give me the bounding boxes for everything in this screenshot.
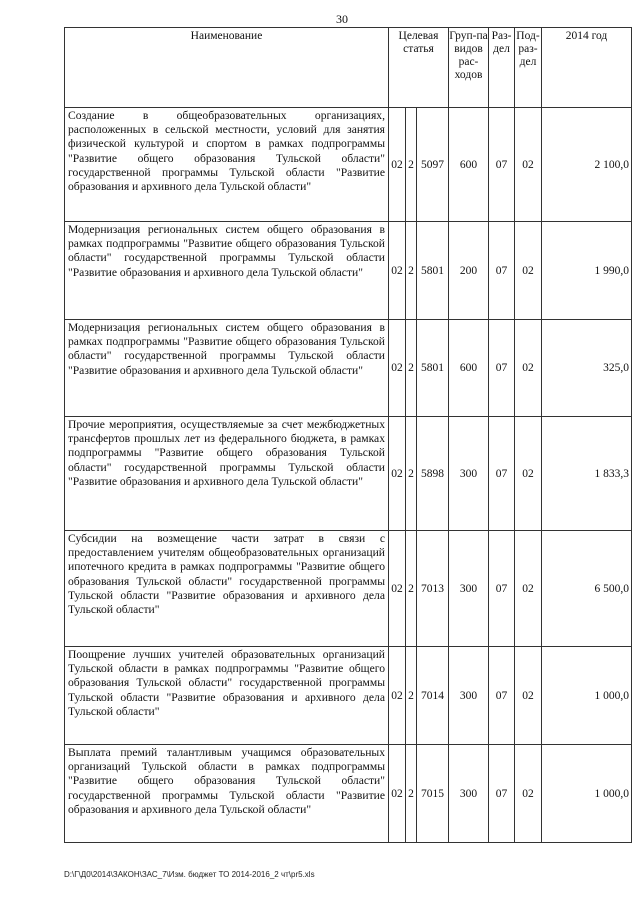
row-subsection: 02 [515,531,542,647]
row-subsection: 02 [515,745,542,843]
row-subsection: 02 [515,417,542,531]
row-expense-group: 200 [449,222,489,320]
header-subsection: Под-раз-дел [515,28,542,108]
row-cs-subprogram: 2 [406,417,417,531]
row-cs-subprogram: 2 [406,745,417,843]
row-subsection: 02 [515,222,542,320]
row-subsection: 02 [515,320,542,417]
row-name: Создание в общеобразовательных организациях, расположенных в сельской местности, условий для занятия физической культурой и спортом в рамках подпрограммы "Развитие общего образования Тульской области" государственной программы Тульской области "Развитие образования и архивного дела Тульской области" [65,108,389,222]
row-cs-program: 02 [389,222,406,320]
row-cs-program: 02 [389,531,406,647]
page-number: 30 [336,12,348,26]
row-name: Поощрение лучших учителей образовательных организаций Тульской области в рамках подпрограммы "Развитие общего образования Тульской области" государственной программы Тульской области "Развитие образования и архивного дела Тульской области" [65,647,389,745]
row-cs-code: 7015 [417,745,449,843]
header-section: Раз-дел [489,28,515,108]
row-cs-code: 7014 [417,647,449,745]
header-expense-group: Груп-па видов рас-ходов [449,28,489,108]
row-section: 07 [489,417,515,531]
table-row [65,417,632,531]
row-name: Модернизация региональных систем общего образования в рамках подпрограммы "Развитие общего образования Тульской области" государственной программы Тульской области "Развитие образования и архивного дела Тульской области" [65,320,389,417]
table-row [65,647,632,745]
row-amount: 2 100,0 [542,108,632,222]
row-expense-group: 600 [449,320,489,417]
row-amount: 1 000,0 [542,647,632,745]
row-name: Выплата премий талантливым учащимся образовательных организаций Тульской области в рамках подпрограммы "Развитие общего образования Тульской области" государственной программы Тульской области "Развитие образования и архивного дела Тульской области" [65,745,389,843]
row-amount: 1 990,0 [542,222,632,320]
table-row [65,745,632,843]
row-cs-subprogram: 2 [406,108,417,222]
row-cs-code: 7013 [417,531,449,647]
row-cs-program: 02 [389,320,406,417]
table-row [65,320,632,417]
row-name: Субсидии на возмещение части затрат в связи с предоставлением учителям общеобразовательных организаций ипотечного кредита в рамках подпрограммы "Развитие общего образования Тульской области" государственной программы Тульской области "Развитие образования и архивного дела Тульской области" [65,531,389,647]
row-cs-code: 5898 [417,417,449,531]
row-section: 07 [489,320,515,417]
table-row [65,531,632,647]
row-name: Прочие мероприятия, осуществляемые за счет межбюджетных трансфертов прошлых лет из федерального бюджета, в рамках подпрограммы "Развитие общего образования Тульской области" государственной программы Тульской области "Развитие образования и архивного дела Тульской области" [65,417,389,531]
header-name: Наименование [65,28,389,108]
row-subsection: 02 [515,647,542,745]
table-row [65,222,632,320]
row-subsection: 02 [515,108,542,222]
row-cs-program: 02 [389,647,406,745]
row-section: 07 [489,531,515,647]
header-target-article: Целевая статья [389,28,449,108]
row-section: 07 [489,647,515,745]
row-cs-subprogram: 2 [406,647,417,745]
row-cs-subprogram: 2 [406,531,417,647]
row-cs-program: 02 [389,745,406,843]
row-expense-group: 300 [449,417,489,531]
row-section: 07 [489,108,515,222]
row-cs-code: 5801 [417,320,449,417]
row-amount: 1 833,3 [542,417,632,531]
row-name: Модернизация региональных систем общего образования в рамках подпрограммы "Развитие общего образования Тульской области" государственной программы Тульской области "Развитие образования и архивного дела Тульской области" [65,222,389,320]
row-cs-subprogram: 2 [406,320,417,417]
row-section: 07 [489,222,515,320]
row-cs-program: 02 [389,108,406,222]
row-amount: 1 000,0 [542,745,632,843]
row-expense-group: 600 [449,108,489,222]
row-amount: 325,0 [542,320,632,417]
row-cs-program: 02 [389,417,406,531]
row-expense-group: 300 [449,647,489,745]
row-cs-code: 5801 [417,222,449,320]
row-cs-subprogram: 2 [406,222,417,320]
table-row [65,108,632,222]
file-path-footer: D:\Г\Д0\2014\ЗАКОН\ЗАС_7\Изм. бюджет ТО 2014-2016_2 чт\pr5.xls [64,870,315,879]
header-year: 2014 год [542,28,632,108]
row-cs-code: 5097 [417,108,449,222]
row-section: 07 [489,745,515,843]
row-expense-group: 300 [449,745,489,843]
row-amount: 6 500,0 [542,531,632,647]
row-expense-group: 300 [449,531,489,647]
budget-table [64,27,632,843]
table-header-row [65,28,632,108]
